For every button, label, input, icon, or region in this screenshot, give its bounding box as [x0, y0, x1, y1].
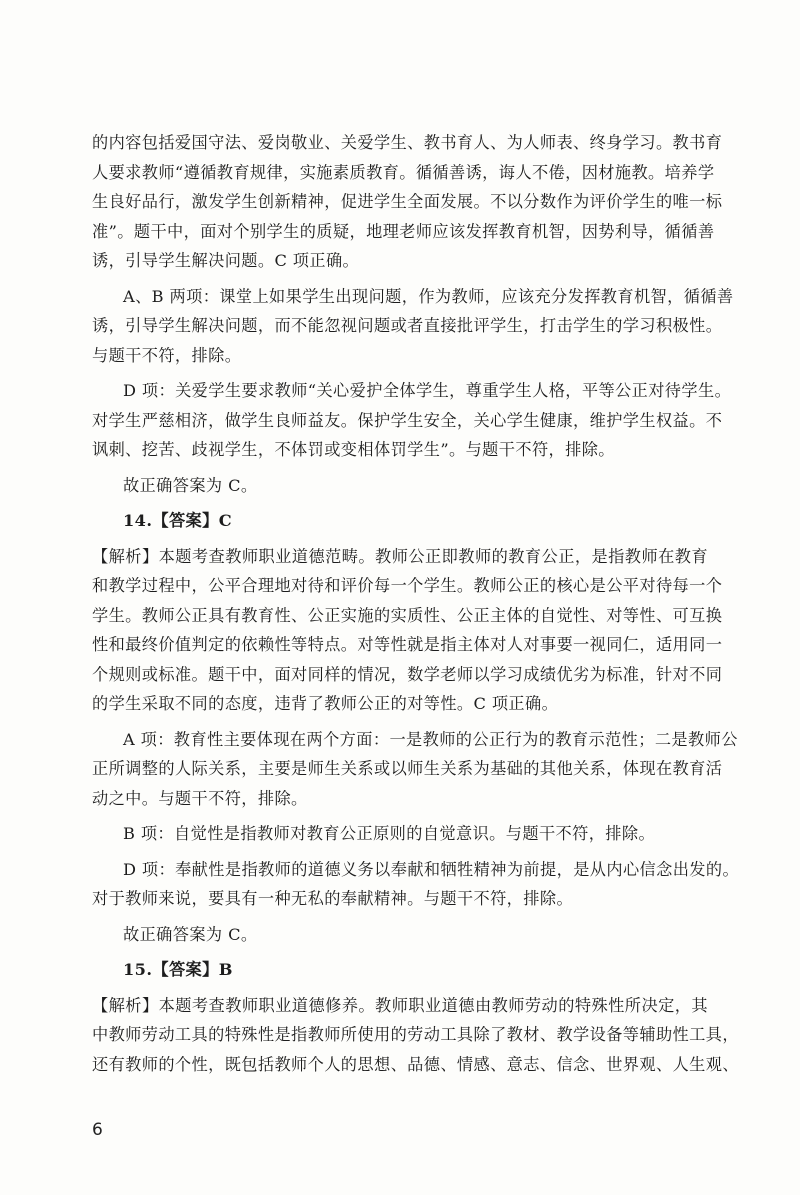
answer-heading: 14.【答案】C: [123, 511, 232, 530]
text-line: 和教学过程中，公平合理地对待和评价每一个学生。教师公正的核心是公平对待每一个: [92, 576, 723, 595]
text-line: 的学生采取不同的态度，违背了教师公正的对等性。C 项正确。: [92, 694, 559, 713]
text-line: 诱，引导学生解决问题。C 项正确。: [92, 251, 360, 270]
text-line: 性和最终价值判定的依赖性等特点。对等性就是指主体对人对事要一视同仁，适用同一: [92, 635, 723, 654]
text-line: A、B 两项：课堂上如果学生出现问题，作为教师，应该充分发挥教育机智，循循善: [123, 286, 734, 306]
analysis-line: 【解析】本题考查教师职业道德范畴。教师公正即教师的教育公正，是指教师在教育: [92, 546, 708, 566]
text-line: 中教师劳动工具的特殊性是指教师所使用的劳动工具除了教材、教学设备等辅助性工具，: [92, 1025, 739, 1044]
page-number: 6: [92, 1120, 103, 1140]
text-line: 的内容包括爱国守法、爱岗敬业、关爱学生、教书育人、为人师表、终身学习。教书育: [92, 133, 723, 152]
analysis-line: 【解析】本题考查教师职业道德修养。教师职业道德由教师劳动的特殊性所决定，其: [92, 995, 708, 1015]
text-line: D 项：关爱学生要求教师“关心爱护全体学生，尊重学生人格，平等公正对待学生。: [123, 381, 732, 400]
text-line: 个规则或标准。题干中，面对同样的情况，数学老师以学习成绩优劣为标准，针对不同: [92, 664, 723, 684]
text-line: 讽刺、挖苦、歧视学生，不体罚或变相体罚学生”。与题干不符，排除。: [92, 440, 615, 459]
text-line: B 项：自觉性是指教师对教育公正原则的自觉意识。与题干不符，排除。: [123, 824, 656, 843]
text-line: 学生。教师公正具有教育性、公正实施的实质性、公正主体的自觉性、对等性、可互换: [92, 605, 723, 625]
text-line: 正所调整的人际关系，主要是师生关系或以师生关系为基础的其他关系，体现在教育活: [92, 759, 723, 778]
text-line: 对学生严慈相济，做学生良师益友。保护学生安全，关心学生健康，维护学生权益。不: [92, 410, 723, 430]
text-line: 人要求教师“遵循教育规律，实施素质教育。循循善诱，诲人不倦，因材施教。培养学: [92, 162, 715, 182]
text-line: D 项：奉献性是指教师的道德义务以奉献和牺牲精神为前提，是从内心信念出发的。: [123, 859, 740, 879]
text-line: 对于教师来说，要具有一种无私的奉献精神。与题干不符，排除。: [92, 889, 574, 908]
answer-heading: 15.【答案】B: [123, 960, 233, 979]
text-line: 与题干不符，排除。: [92, 345, 242, 365]
text-line: 动之中。与题干不符，排除。: [92, 788, 308, 808]
conclusion-line: 故正确答案为 C。: [123, 475, 258, 495]
text-line: 准”。题干中，面对个别学生的质疑，地理老师应该发挥教育机智，因势利导，循循善: [92, 221, 715, 241]
text-line: 还有教师的个性，既包括教师个人的思想、品德、情感、意志、信念、世界观、人生观、: [92, 1054, 739, 1074]
conclusion-line: 故正确答案为 C。: [123, 924, 258, 944]
page-body: [92, 128, 740, 1079]
text-line: 生良好品行，激发学生创新精神，促进学生全面发展。不以分数作为评价学生的唯一标: [92, 192, 723, 211]
text-line: A 项：教育性主要体现在两个方面：一是教师的公正行为的教育示范性；二是教师公: [123, 729, 738, 749]
text-line: 诱，引导学生解决问题，而不能忽视问题或者直接批评学生，打击学生的学习积极性。: [92, 316, 723, 335]
